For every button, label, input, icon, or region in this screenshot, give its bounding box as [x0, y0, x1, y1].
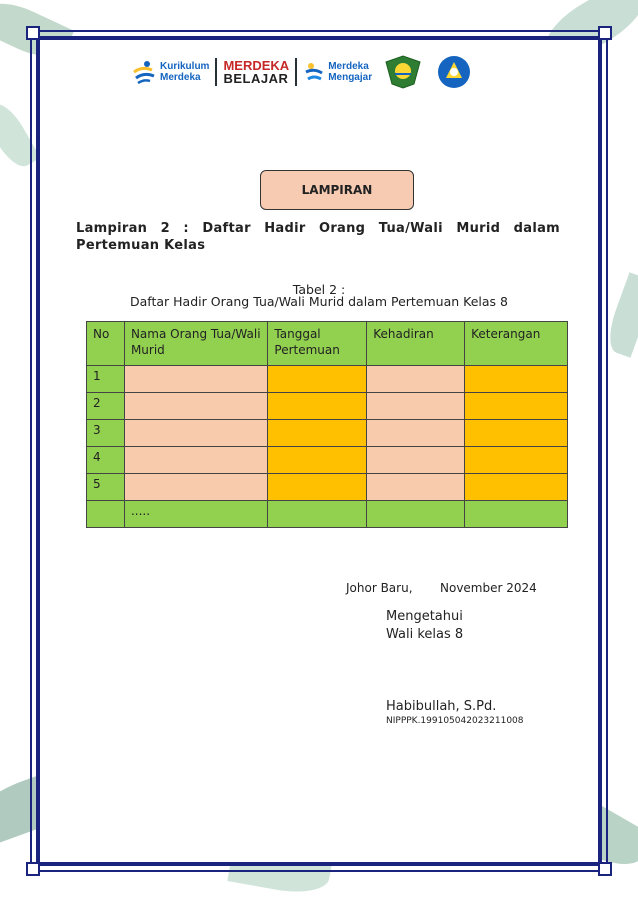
- merdeka-text: MERDEKA: [223, 58, 290, 73]
- cell-keterangan: [465, 420, 568, 447]
- header-no: No: [87, 322, 125, 366]
- table-row: [87, 474, 568, 501]
- cell-keterangan: [465, 501, 568, 528]
- appendix-heading: Lampiran 2 : Daftar Hadir Orang Tua/Wali Murid dalam Pertemuan Kelas: [76, 221, 560, 253]
- cell-no: 2: [87, 393, 125, 420]
- signature-place: Johor Baru,: [346, 581, 413, 595]
- frame-corner: [26, 26, 40, 40]
- table-header-row: [87, 322, 568, 366]
- cell-no: 5: [87, 474, 125, 501]
- logo-separator: [215, 58, 217, 86]
- cell-nama: [124, 420, 267, 447]
- frame-corner: [598, 26, 612, 40]
- header-keterangan: Keterangan: [465, 322, 568, 366]
- cell-keterangan: [465, 474, 568, 501]
- cell-nama: [124, 393, 267, 420]
- table-row: [87, 420, 568, 447]
- kemendikbud-emblem-icon: [436, 54, 472, 90]
- cell-kehadiran: [367, 474, 465, 501]
- signature-name: Habibullah, S.Pd.: [386, 699, 497, 714]
- table-row: [87, 501, 568, 528]
- merdeka-belajar-logo: [223, 59, 289, 85]
- cell-kehadiran: [367, 501, 465, 528]
- table-row: [87, 366, 568, 393]
- signature-nip: NIPPPK.199105042023211008: [386, 716, 524, 726]
- kurikulum-text: Kurikulum: [160, 61, 210, 72]
- signature-acknowledge: Mengetahui: [386, 609, 463, 624]
- cell-tanggal: [268, 393, 367, 420]
- cell-tanggal: [268, 366, 367, 393]
- cell-no: 4: [87, 447, 125, 474]
- table-row: [87, 393, 568, 420]
- attendance-table: [86, 321, 568, 528]
- regional-emblem-icon: [384, 54, 422, 90]
- header-logos: [132, 52, 526, 92]
- header-nama: Nama Orang Tua/Wali Murid: [124, 322, 267, 366]
- signature-date: November 2024: [440, 581, 537, 595]
- cell-kehadiran: [367, 393, 465, 420]
- header-tanggal: Tanggal Pertemuan: [268, 322, 367, 366]
- frame-corner: [598, 862, 612, 876]
- cell-tanggal: [268, 501, 367, 528]
- table-caption-number: Tabel 2 :: [292, 282, 346, 297]
- cell-kehadiran: [367, 366, 465, 393]
- cell-nama: [124, 447, 267, 474]
- header-kehadiran: Kehadiran: [367, 322, 465, 366]
- mengajar-text: Mengajar: [328, 72, 373, 83]
- cell-no: [87, 501, 125, 528]
- kurikulum-figure-icon: [132, 60, 156, 84]
- lampiran-label-box: LAMPIRAN: [260, 170, 414, 210]
- cell-keterangan: [465, 393, 568, 420]
- cell-nama: .....: [124, 501, 267, 528]
- belajar-text: BELAJAR: [223, 71, 289, 86]
- kurikulum-merdeka-logo: [132, 60, 209, 84]
- cell-tanggal: [268, 474, 367, 501]
- kurikulum-merdeka-text: Merdeka: [160, 72, 201, 83]
- cell-keterangan: [465, 366, 568, 393]
- merdeka-mengajar-logo: [303, 61, 372, 83]
- merdeka-text-2: Merdeka: [328, 61, 369, 72]
- cell-keterangan: [465, 447, 568, 474]
- cell-tanggal: [268, 447, 367, 474]
- cell-kehadiran: [367, 420, 465, 447]
- merdeka-mengajar-icon: [303, 61, 325, 83]
- signature-role: Wali kelas 8: [386, 627, 464, 642]
- cell-tanggal: [268, 420, 367, 447]
- frame-corner: [26, 862, 40, 876]
- logo-separator: [295, 58, 297, 86]
- cell-no: 1: [87, 366, 125, 393]
- cell-no: 3: [87, 420, 125, 447]
- table-caption-title: Daftar Hadir Orang Tua/Wali Murid dalam Pertemuan Kelas 8: [130, 294, 508, 309]
- table-row: [87, 447, 568, 474]
- cell-nama: [124, 474, 267, 501]
- cell-nama: [124, 366, 267, 393]
- cell-kehadiran: [367, 447, 465, 474]
